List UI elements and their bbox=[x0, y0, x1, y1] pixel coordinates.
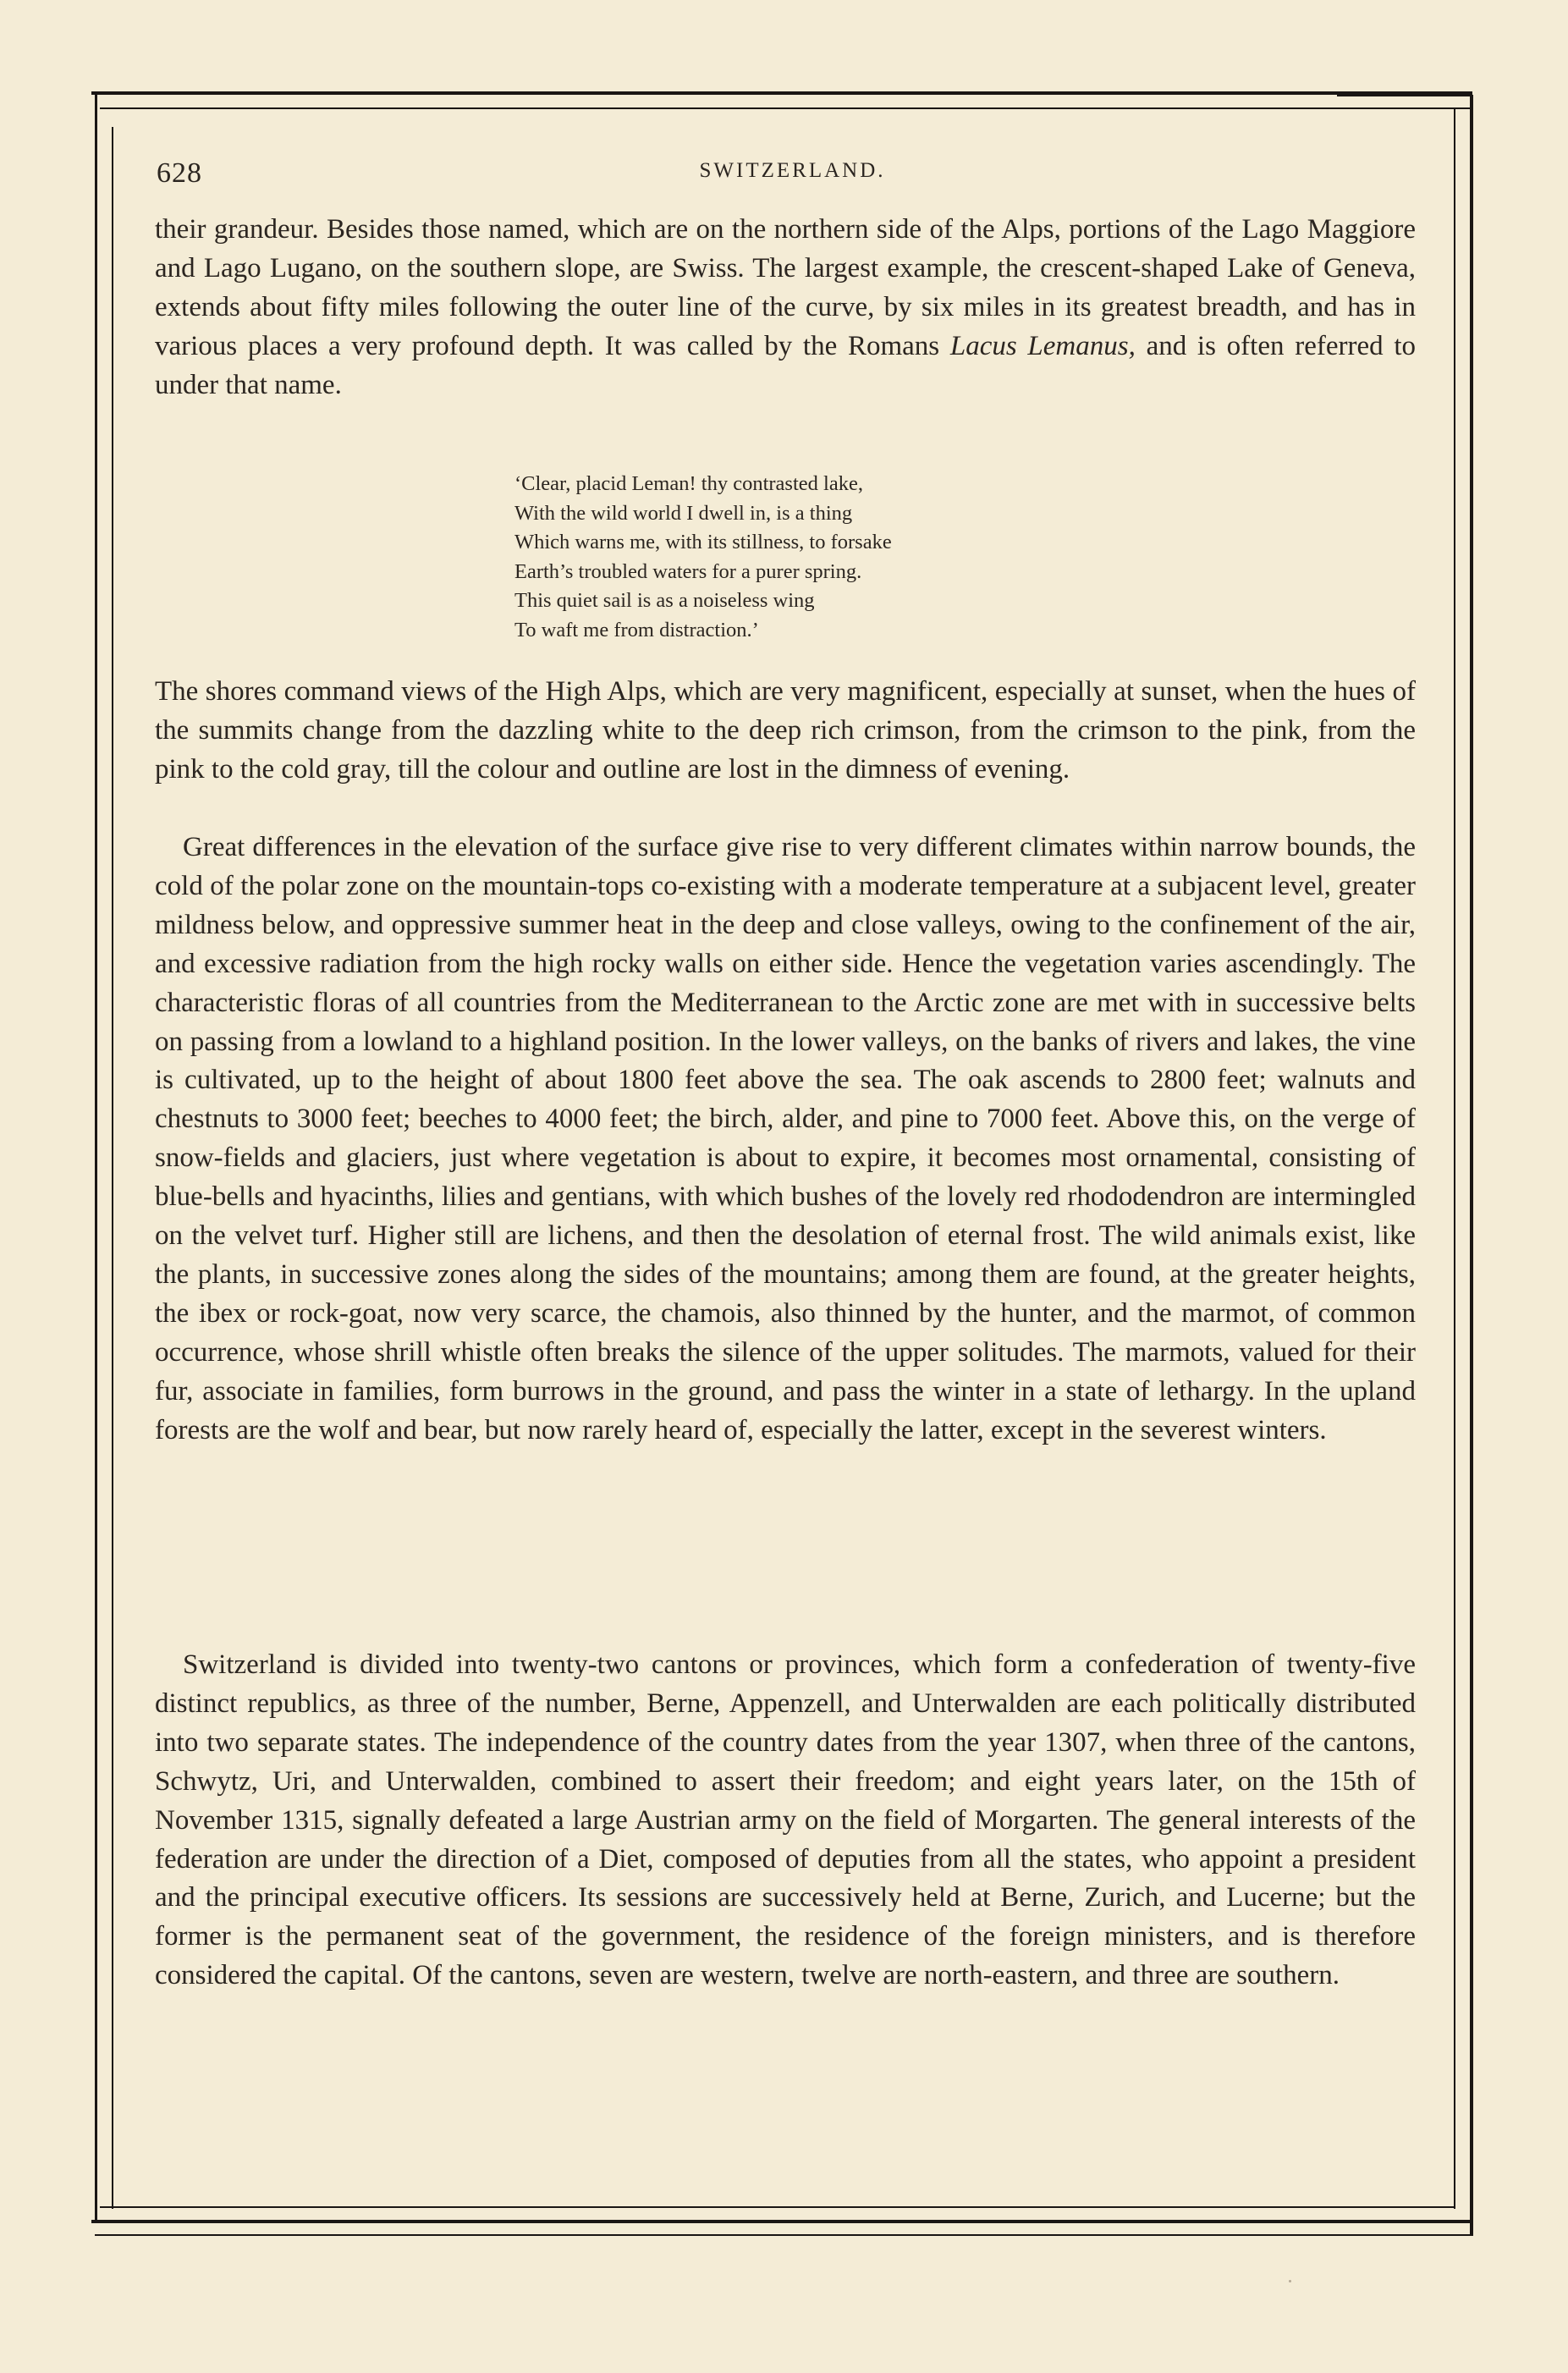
paragraph-text: Great differences in the elevation of the surface give rise to very different climates within narrow bounds, the cold of the polar zone on the mountain-tops co-existing with a moderate temperature at a subjacent level, greater mildness below, and oppressive summer heat in the deep and close valleys, owing to the confinement of the air, and excessive radiation from the high rocky walls on either side. Hence the vegetation varies ascendingly. The characteristic floras of all countries from the Mediterranean to the Arctic zone are met with in successive belts on passing from a lowland to a highland position. In the lower valleys, on the banks of rivers and lakes, the vine is cultivated, up to the height of about 1800 feet above the sea. The oak ascends to 2800 feet; walnuts and chestnuts to 3000 feet; beeches to 4000 feet; the birch, alder, and pine to 7000 feet. Above this, on the verge of snow-fields and glaciers, just where vegetation is about to expire, it becomes most ornamental, consisting of blue-bells and hyacinths, lilies and gentians, with which bushes of the lovely red rhododendron are intermingled on the velvet turf. Higher still are lichens, and then the desolation of eternal frost. The wild animals exist, like the plants, in successive zones along the sides of the mountains; among them are found, at the greater heights, the ibex or rock-goat, now very scarce, the chamois, also thinned by the hunter, and the marmot, of common occurrence, whose shrill whistle often breaks the silence of the upper solitudes. The marmots, valued for their fur, associate in families, form burrows in the ground, and pass the winter in a state of lethargy. In the upland forests are the wolf and bear, but now rarely heard of, especially the latter, except in the severest winters. bbox=[155, 832, 1416, 1445]
poem-line: Earth’s troubled waters for a purer spring. bbox=[514, 559, 862, 583]
latin-name: Lacus Lemanus, bbox=[949, 330, 1136, 361]
paragraph-climate-vegetation bbox=[155, 829, 1416, 1451]
paragraph-lake-geneva bbox=[155, 211, 1416, 405]
right-rule-outer bbox=[1470, 95, 1473, 2236]
poem-line: To waft me from distraction.’ bbox=[514, 618, 759, 641]
poem-line: Which warns me, with its stillness, to forsake bbox=[514, 531, 892, 553]
bottom-rule-inner bbox=[100, 2206, 1455, 2208]
poem-quotation bbox=[514, 470, 1158, 645]
poem-line: With the wild world I dwell in, is a thing bbox=[514, 501, 853, 525]
right-rule-inner bbox=[1454, 107, 1455, 2209]
paragraph-shores bbox=[155, 673, 1416, 790]
paragraph-text: Switzerland is divided into twenty-two cantons or provinces, which form a confederation of twenty-five distinct republics, as three of the number, Berne, Appenzell, and Unterwalden are each politically distributed into two separate states. The independence of the country dates from the year 1307, when three of the cantons, Schwytz, Uri, and Unterwalden, combined to assert their freedom; and eight years later, on the 15th of November 1315, signally defeated a large Austrian army on the field of Morgarten. The general interests of the federation are under the direction of a Diet, composed of deputies from all the states, who appoint a president and the principal executive officers. Its sessions are successively held at Berne, Zurich, and Lucerne; but the former is the permanent seat of the government, the residence of the foreign ministers, and is therefore considered the capital. Of the cantons, seven are western, twelve are north-eastern, and three are southern. bbox=[155, 1649, 1416, 1991]
top-rule-extension bbox=[1337, 95, 1472, 96]
paragraph-cantons bbox=[155, 1646, 1416, 1996]
left-rule-inner bbox=[112, 127, 113, 2209]
top-rule-inner bbox=[100, 107, 1472, 109]
paragraph-text: The shores command views of the High Alps, which are very magnificent, especially at sunset, when the hues of the summits change from the dazzling white to the deep rich crimson, from the crimson to the pink, from the pink to the cold gray, till the colour and outline are lost in the dimness of evening. bbox=[155, 676, 1416, 785]
poem-line: ‘Clear, placid Leman! thy contrasted lake, bbox=[514, 472, 863, 495]
paragraph-text-end: and is often referred to under that name. bbox=[155, 330, 1416, 400]
left-rule-outer bbox=[95, 93, 97, 2220]
page-number: 628 bbox=[157, 157, 202, 189]
poem-line: This quiet sail is as a noiseless wing bbox=[514, 589, 815, 612]
top-rule-outer bbox=[91, 91, 1472, 95]
bottom-rule-shadow bbox=[95, 2234, 1472, 2236]
running-title: SWITZERLAND. bbox=[699, 159, 886, 182]
paragraph-text bbox=[155, 211, 1416, 405]
bottom-rule-outer bbox=[91, 2220, 1472, 2223]
paper-speck bbox=[1289, 2280, 1291, 2282]
paragraph-text-start: their grandeur. Besides those named, which are on the northern side of the Alps, portions of the Lago Maggiore and Lago Lugano, on the southern slope, are Swiss. The largest example, the crescent-shaped Lake of Geneva, extends about fifty miles following the outer line of the curve, by six miles in its greatest breadth, and has in various places a very profound depth. It was called by the Romans bbox=[155, 214, 1416, 361]
